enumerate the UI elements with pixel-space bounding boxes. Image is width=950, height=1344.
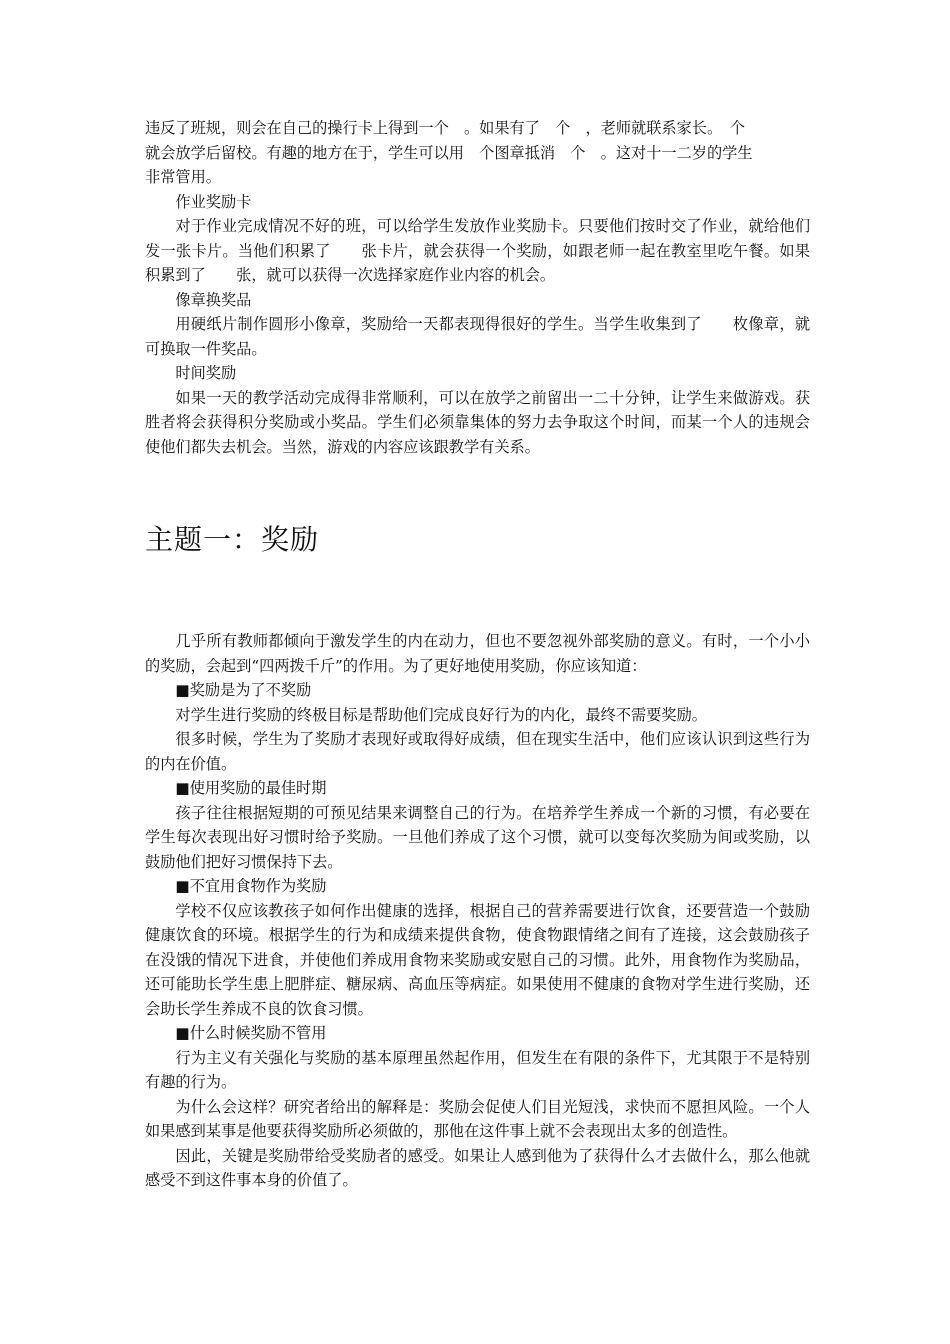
section-title: 主题一：奖励 bbox=[145, 523, 320, 556]
paragraph: 为什么会这样？研究者给出的解释是：奖励会促使人们目光短浅，求快而不愿担风险。一个人如果感到某事是他要获得奖励所必须做的，那他在这件事上就不会表现出太多的创造性。 bbox=[145, 1097, 810, 1140]
top-section bbox=[145, 116, 810, 459]
text-line: 就会放学后留校。有趣的地方在于，学生可以用 个图章抵消 个 。这对十一二岁的学生 bbox=[145, 143, 753, 162]
text-line: 违反了班规，则会在自己的操行卡上得到一个 。如果有了 个 ，老师就联系家长。 个 bbox=[145, 119, 745, 137]
subheading: ■使用奖励的最佳时期 bbox=[175, 779, 327, 797]
subheading: ■奖励是为了不奖励 bbox=[175, 681, 312, 699]
subheading: ■什么时候奖励不管用 bbox=[175, 1024, 327, 1042]
paragraph: 行为主义有关强化与奖励的基本原理虽然起作用，但发生在有限的条件下，尤其限于不是特别有趣的行为。 bbox=[145, 1048, 810, 1091]
text-line: 非常管用。 bbox=[145, 168, 221, 186]
main-section bbox=[145, 629, 810, 1193]
paragraph: 很多时候，学生为了奖励才表现好或取得好成绩，但在现实生活中，他们应该认识到这些行为的内在价值。 bbox=[145, 730, 810, 773]
subheading: ■不宜用食物作为奖励 bbox=[175, 877, 327, 895]
paragraph: 几乎所有教师都倾向于激发学生的内在动力，但也不要忽视外部奖励的意义。有时，一个小小的奖励，会起到“四两拨千斤”的作用。为了更好地使用奖励，你应该知道： bbox=[145, 632, 810, 675]
paragraph: 对学生进行奖励的终极目标是帮助他们完成良好行为的内化，最终不需要奖励。 bbox=[175, 705, 707, 724]
item-heading: 作业奖励卡 bbox=[175, 192, 252, 211]
item-body: 如果一天的教学活动完成得非常顺利，可以在放学之前留出一二十分钟，让学生来做游戏。获胜者将会获得积分奖励或小奖品。学生们必须靠集体的努力去争取这个时间，而某一个人的违规会使他们都失去机会。当然，游戏的内容应该跟教学有关系。 bbox=[145, 388, 810, 456]
paragraph: 孩子往往根据短期的可预见结果来调整自己的行为。在培养学生养成一个新的习惯，有必要在学生每次表现出好习惯时给予奖励。一旦他们养成了这个习惯，就可以变每次奖励为间或奖励，以鼓励他们把好习惯保持下去。 bbox=[145, 803, 810, 871]
item-heading: 时间奖励 bbox=[175, 364, 237, 382]
item-body: 对于作业完成情况不好的班，可以给学生发放作业奖励卡。只要他们按时交了作业，就给他们发一张卡片。当他们积累了 张卡片，就会获得一个奖励，如跟老师一起在教室里吃午餐。如果积累到了 张，就可以获得一次选择家庭作业内容的机会。 bbox=[145, 217, 810, 284]
item-body: 用硬纸片制作圆形小像章，奖励给一天都表现得很好的学生。当学生收集到了 枚像章，就可换取一件奖品。 bbox=[145, 315, 810, 358]
paragraph: 因此，关键是奖励带给受奖励者的感受。如果让人感到他为了获得什么才去做什么，那么他就感受不到这件事本身的价值了。 bbox=[145, 1146, 810, 1189]
item-heading: 像章换奖品 bbox=[175, 290, 252, 309]
paragraph: 学校不仅应该教孩子如何作出健康的选择，根据自己的营养需要进行饮食，还要营造一个鼓励健康饮食的环境。根据学生的行为和成绩来提供食物，使食物跟情绪之间有了连接，这会鼓励孩子在没饿的情况下进食，并使他们养成用食物来奖励或安慰自己的习惯。此外，用食物作为奖励品，还可能助长学生患上肥胖症、糖尿病、高血压等病症。如果使用不健康的食物对学生进行奖励，还会助长学生养成不良的饮食习惯。 bbox=[145, 901, 810, 1018]
